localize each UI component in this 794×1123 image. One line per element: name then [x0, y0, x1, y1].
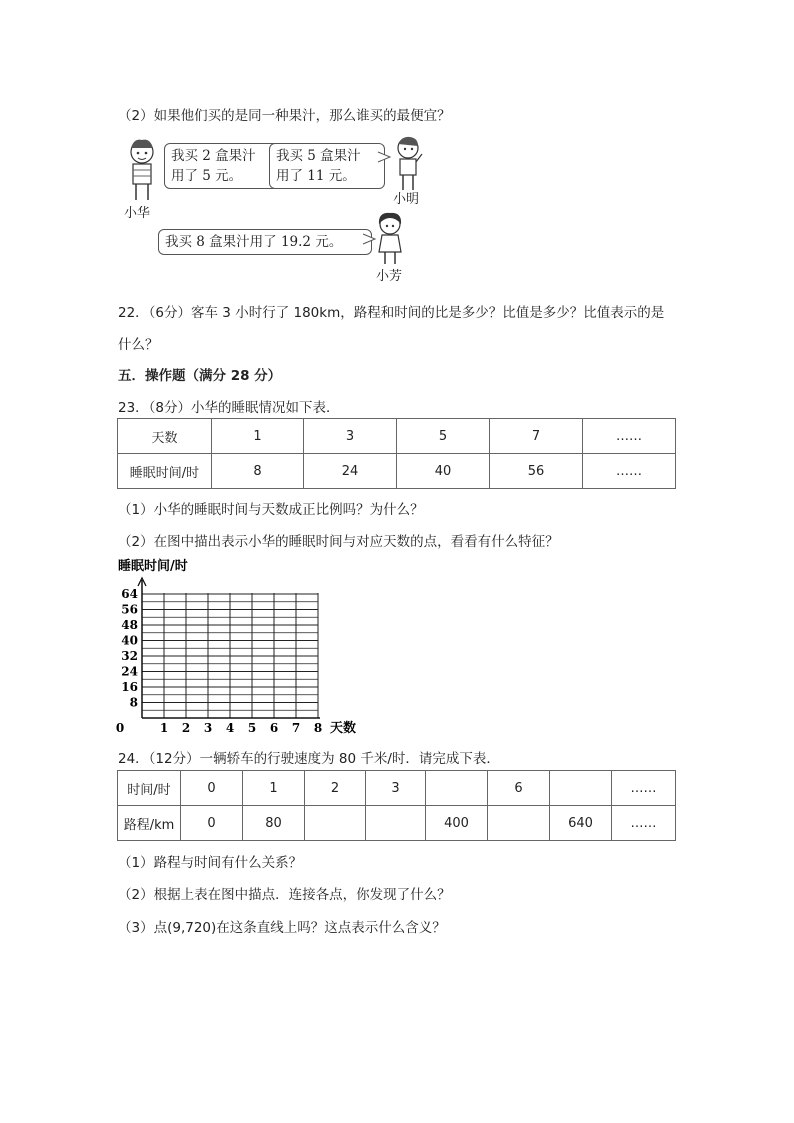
table-cell: ……: [583, 419, 676, 454]
x-tick-label: 0: [115, 721, 125, 735]
x-tick-label: 2: [181, 721, 191, 735]
question-23-sub2: （2）在图中描出表示小华的睡眠时间与对应天数的点，看看有什么特征？: [118, 534, 559, 550]
question-24-sub2: （2）根据上表在图中描点．连接各点，你发现了什么？: [118, 887, 451, 903]
xiaohua-figure: [122, 136, 162, 206]
table-cell: 56: [490, 454, 583, 489]
table-cell: 0: [181, 771, 243, 806]
table-cell: 睡眠时间/时: [118, 454, 212, 489]
question-22-line2: 什么？: [118, 337, 159, 353]
section-5-heading: 五．操作题（满分 28 分）: [118, 368, 282, 384]
xiaohua-speech-line1: 我买 2 盒果汁: [171, 148, 256, 164]
table-cell: [550, 771, 612, 806]
table-cell: ……: [583, 454, 676, 489]
table-cell: 400: [426, 806, 488, 841]
xiaoming-figure: [388, 134, 428, 194]
table-row: [118, 419, 676, 454]
table-cell: 0: [181, 806, 243, 841]
table-cell: [366, 806, 426, 841]
table-cell: [305, 806, 366, 841]
y-tick-label: 48: [121, 618, 138, 632]
table-cell: 7: [490, 419, 583, 454]
table-cell: 640: [550, 806, 612, 841]
question-24-sub1: （1）路程与时间有什么关系？: [118, 855, 303, 871]
y-tick-label: 8: [129, 695, 138, 710]
sleep-chart: [115, 556, 368, 740]
table-row: [118, 806, 676, 841]
table-cell: 路程/km: [118, 806, 181, 841]
table-cell: ……: [612, 806, 676, 841]
y-tick-label: 56: [121, 602, 138, 617]
table-cell: 80: [243, 806, 305, 841]
x-axis-label: 天数: [330, 721, 357, 736]
table-cell: 天数: [118, 419, 212, 454]
table-cell: 1: [243, 771, 305, 806]
y-tick-label: 24: [121, 664, 138, 679]
xiaofang-speech: 我买 8 盒果汁用了 19.2 元。: [158, 229, 372, 255]
table-cell: 1: [212, 419, 304, 454]
table-cell: 6: [488, 771, 550, 806]
xiaofang-name: 小芳: [376, 269, 403, 284]
x-tick-label: 5: [247, 721, 257, 735]
table-cell: [426, 771, 488, 806]
table-cell: ……: [612, 771, 676, 806]
xiaoming-speech-line2: 用了 11 元。: [276, 168, 356, 184]
xiaoming-name: 小明: [393, 192, 420, 207]
xiaohua-name: 小华: [124, 206, 151, 221]
table-cell: 3: [366, 771, 426, 806]
x-tick-label: 1: [159, 721, 169, 735]
xiaoming-speech-line1: 我买 5 盒果汁: [276, 148, 361, 164]
xiaohua-speech-line2: 用了 5 元。: [171, 168, 243, 184]
question-23-sub1: （1）小华的睡眠时间与天数成正比例吗？为什么？: [118, 502, 424, 518]
question-22-line1: 22．（6分）客车 3 小时行了 180km，路程和时间的比是多少？比值是多少？比值表示的是: [118, 305, 665, 321]
question-24-sub3: （3）点(9,720)在这条直线上吗？这点表示什么含义？: [118, 920, 446, 936]
x-tick-label: 3: [203, 721, 213, 735]
xiaofang-figure: [370, 210, 410, 268]
question-23-intro: 23．（8分）小华的睡眠情况如下表．: [118, 400, 340, 416]
table-cell: 5: [397, 419, 490, 454]
x-tick-label: 7: [291, 721, 301, 735]
x-tick-label: 4: [225, 721, 235, 735]
sleep-table: [117, 418, 676, 489]
table-cell: 3: [304, 419, 397, 454]
y-tick-label: 40: [121, 633, 138, 648]
table-row: [118, 771, 676, 806]
question-21-2: （2）如果他们买的是同一种果汁，那么谁买的最便宜？: [118, 108, 451, 124]
table-cell: [488, 806, 550, 841]
speed-table: [117, 770, 676, 841]
table-cell: 40: [397, 454, 490, 489]
table-cell: 时间/时: [118, 771, 181, 806]
xiaoming-speech: [269, 143, 385, 189]
sleep-chart-svg: [115, 556, 368, 736]
y-axis-label: 睡眠时间/时: [118, 559, 188, 574]
xiaohua-speech: [164, 143, 280, 189]
y-tick-label: 64: [121, 587, 138, 601]
table-row: [118, 454, 676, 489]
x-tick-label: 6: [269, 721, 279, 735]
table-cell: 8: [212, 454, 304, 489]
table-cell: 24: [304, 454, 397, 489]
y-tick-label: 16: [121, 680, 138, 694]
table-cell: 2: [305, 771, 366, 806]
y-tick-label: 32: [121, 649, 138, 663]
x-tick-label: 8: [313, 721, 323, 735]
question-24-intro: 24．（12分）一辆轿车的行驶速度为 80 千米/时．请完成下表．: [118, 751, 500, 767]
